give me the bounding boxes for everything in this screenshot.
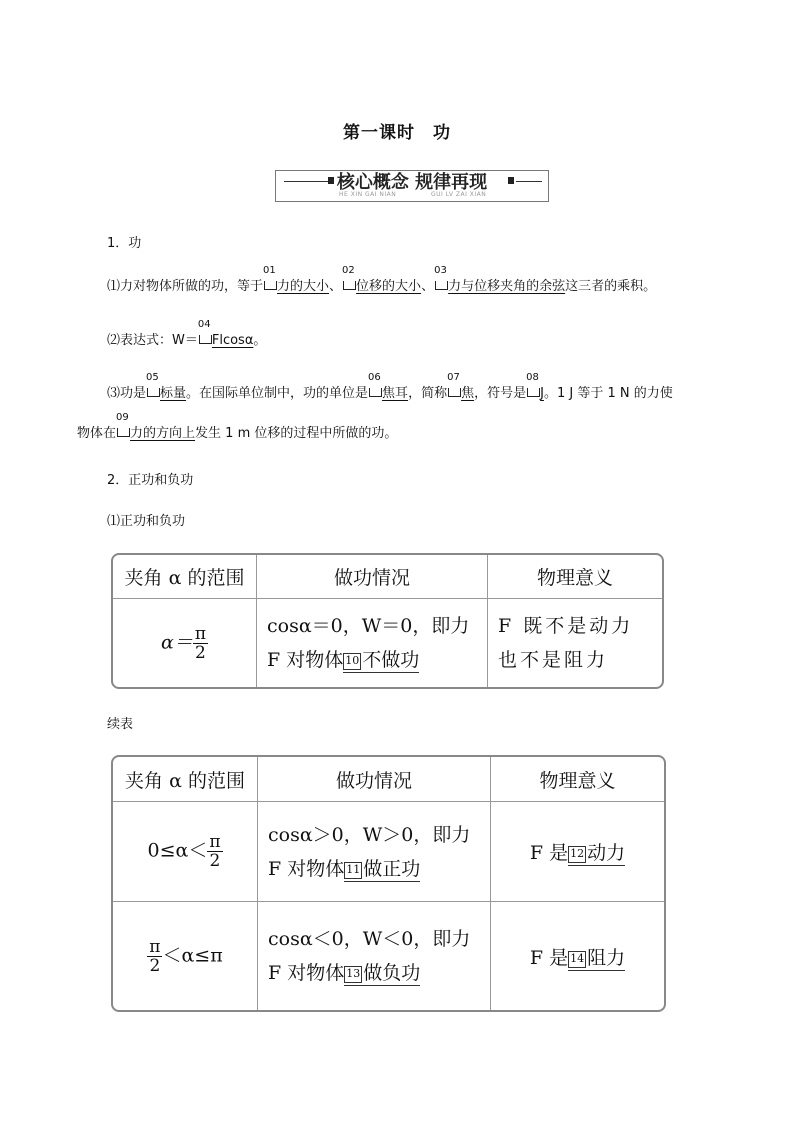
work-cell: cosα＞0，W＞0，即力 F 对物体 11 做正功 (258, 802, 491, 902)
answer-text: 阻力 (587, 946, 626, 969)
paragraph-1: ⑴力对物体所做的功，等于 01 力的大小、 02 位移的大小、 03 力与位移夹角的余弦这三者的乘积。 (107, 265, 657, 294)
answer-number-badge: 12 (568, 846, 586, 863)
banner-right-rule (516, 181, 542, 182)
banner-sub-left: HE XIN GAI NIAN (339, 191, 397, 198)
answer-blank: Flcosα (211, 333, 254, 348)
work-cell: cosα＝0，W＝0，即力 F 对物体 10 不做功 (257, 599, 488, 687)
page-title: 第一课时 功 (343, 123, 451, 143)
answer-marker: 04 (198, 332, 212, 346)
header-work: 做功情况 (258, 757, 491, 802)
banner-right-dot (508, 177, 514, 184)
section2-subheading: ⑴正功和负功 (107, 514, 186, 529)
table-row (113, 802, 664, 902)
answer-blank: 力与位移夹角的余弦 (448, 279, 566, 294)
work-table-2 (111, 755, 666, 1012)
work-table-1 (111, 553, 664, 689)
section-banner (275, 170, 549, 202)
paragraph-2: ⑵表达式：W＝ 04 Flcosα。 (107, 319, 267, 348)
section2-heading: 2．正功和负功 (107, 473, 194, 488)
table-row (113, 902, 664, 1010)
table-header-row (113, 757, 664, 802)
range-cell: α＝ $\frac{\pi}{2}$ (113, 599, 257, 687)
meaning-cell: F 既不是动力 也不是阻力 (498, 615, 634, 671)
answer-blank: 位移的大小 (356, 279, 422, 294)
table-header-row (113, 555, 662, 599)
meaning-cell: F 是 14 阻力 (529, 946, 626, 969)
answer-marker: 05 (146, 385, 160, 399)
answer-text: 动力 (587, 842, 626, 864)
answer-text: 做负功 (363, 962, 421, 984)
answer-marker: 03 (434, 278, 448, 292)
answer-blank: 力的方向上 (130, 426, 196, 441)
header-meaning: 物理意义 (488, 555, 662, 599)
banner-sub-right: GUI LV ZAI XIAN (431, 191, 487, 198)
pi-over-2-fraction: $\frac{\pi}{2}$ (194, 623, 207, 663)
answer-number-badge: 11 (344, 862, 362, 879)
table-row (113, 599, 662, 687)
header-range: 夹角 α 的范围 (113, 757, 258, 802)
range-cell: $\frac{\pi}{2}$ ＜α≤π (113, 902, 258, 1010)
paragraph-3: ⑶功是 05 标量。在国际单位制中，功的单位是 06 焦耳，简称 07 焦，符号是 08 J。1 J 等于 1 N 的力使 (107, 372, 673, 401)
answer-marker: 02 (342, 278, 356, 292)
answer-blank: 标量 (160, 386, 187, 401)
header-meaning: 物理意义 (491, 757, 664, 802)
banner-title: 核心概念 规律再现 (336, 172, 488, 193)
paragraph-3-continued: 物体在 09 力的方向上发生 1 m 位移的过程中所做的功。 (77, 412, 398, 441)
work-cell: cosα＜0，W＜0，即力 F 对物体 13 做负功 (258, 902, 491, 1010)
pi-over-2-fraction: $\frac{\pi}{2}$ (149, 936, 161, 976)
answer-number-badge: 13 (344, 966, 362, 983)
answer-blank: 焦耳 (382, 386, 409, 401)
answer-number-badge: 14 (568, 951, 586, 968)
continued-label: 续表 (107, 717, 134, 732)
answer-blank: 焦 (461, 386, 475, 401)
range-cell: 0≤α＜ $\frac{\pi}{2}$ (113, 802, 258, 902)
section1-heading: 1．功 (107, 236, 142, 251)
answer-marker: 08 (526, 385, 540, 399)
answer-marker: 01 (263, 278, 277, 292)
answer-number-badge: 10 (343, 653, 361, 670)
pi-over-2-fraction: $\frac{\pi}{2}$ (209, 832, 221, 871)
answer-marker: 07 (447, 385, 461, 399)
meaning-cell: F 是 12 动力 (491, 802, 664, 902)
answer-marker: 06 (368, 385, 382, 399)
answer-text: 做正功 (363, 857, 421, 880)
answer-blank: J (540, 386, 544, 401)
header-work: 做功情况 (257, 555, 488, 599)
answer-marker: 09 (116, 425, 130, 439)
answer-blank: 力的大小 (277, 279, 330, 294)
answer-text: 不做功 (362, 649, 420, 671)
header-range: 夹角 α 的范围 (113, 555, 257, 599)
